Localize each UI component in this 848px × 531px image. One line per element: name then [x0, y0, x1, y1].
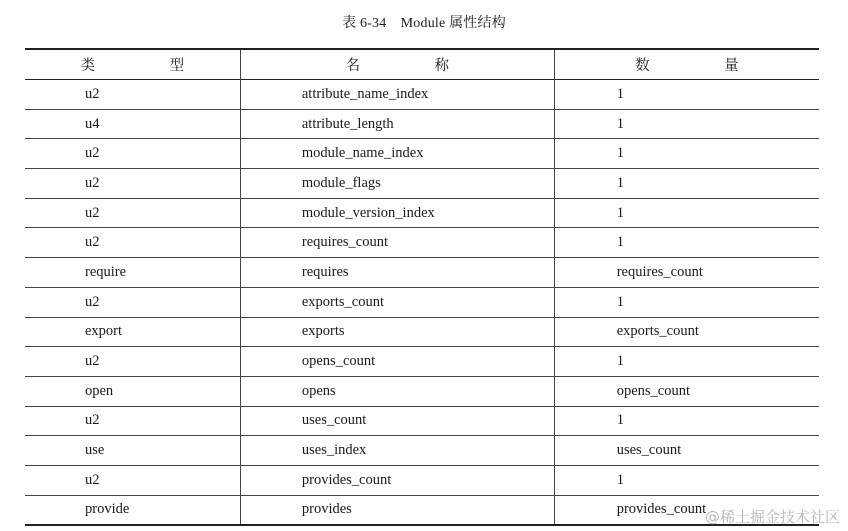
table-row [25, 436, 819, 466]
table-body [25, 80, 819, 526]
header-type: 类 型 [80, 58, 215, 74]
cell-quantity: provides_count [554, 495, 819, 525]
cell-type: u2 [25, 198, 240, 228]
cell-type: u2 [25, 228, 240, 258]
cell-name: uses_index [240, 436, 554, 466]
cell-name: module_flags [240, 169, 554, 199]
cell-name: uses_count [240, 406, 554, 436]
module-attribute-table [25, 48, 819, 526]
cell-name: opens_count [240, 347, 554, 377]
cell-name: provides [240, 495, 554, 525]
table-row [25, 406, 819, 436]
cell-quantity: 1 [554, 169, 819, 199]
cell-quantity: exports_count [554, 317, 819, 347]
cell-type: u2 [25, 347, 240, 377]
cell-type: use [25, 436, 240, 466]
table-row [25, 109, 819, 139]
table-row [25, 258, 819, 288]
cell-quantity: uses_count [554, 436, 819, 466]
cell-quantity: 1 [554, 228, 819, 258]
cell-quantity: 1 [554, 406, 819, 436]
cell-type: u2 [25, 80, 240, 110]
cell-type: u2 [25, 169, 240, 199]
table-row [25, 317, 819, 347]
cell-name: exports_count [240, 287, 554, 317]
header-name: 名 称 [240, 49, 554, 80]
cell-type: u2 [25, 139, 240, 169]
cell-name: provides_count [240, 465, 554, 495]
cell-quantity: 1 [554, 139, 819, 169]
table-row [25, 80, 819, 110]
table-row [25, 169, 819, 199]
table-row [25, 287, 819, 317]
table-caption: 表 6-34 Module 属性结构 [342, 16, 506, 31]
table-row [25, 228, 819, 258]
table-header-row [25, 49, 819, 80]
cell-name: requires_count [240, 228, 554, 258]
cell-name: module_version_index [240, 198, 554, 228]
cell-name: module_name_index [240, 139, 554, 169]
table-row [25, 495, 819, 525]
cell-type: u2 [25, 406, 240, 436]
cell-name: opens [240, 376, 554, 406]
cell-name: attribute_name_index [240, 80, 554, 110]
cell-name: exports [240, 317, 554, 347]
cell-quantity: requires_count [554, 258, 819, 288]
cell-name: attribute_length [240, 109, 554, 139]
cell-quantity: 1 [554, 287, 819, 317]
cell-type: open [25, 376, 240, 406]
table-row [25, 376, 819, 406]
watermark: @稀土掘金技术社区 [704, 508, 840, 526]
cell-type: u2 [25, 287, 240, 317]
cell-quantity: 1 [554, 198, 819, 228]
table-row [25, 347, 819, 377]
cell-type: require [25, 258, 240, 288]
cell-type: provide [25, 495, 240, 525]
cell-quantity: opens_count [554, 376, 819, 406]
cell-quantity: 1 [554, 80, 819, 110]
cell-type: u2 [25, 465, 240, 495]
cell-quantity: 1 [554, 465, 819, 495]
table-row [25, 465, 819, 495]
cell-type: u4 [25, 109, 240, 139]
cell-quantity: 1 [554, 347, 819, 377]
table-row [25, 139, 819, 169]
cell-quantity: 1 [554, 109, 819, 139]
cell-name: requires [240, 258, 554, 288]
header-quantity: 数 量 [554, 49, 819, 80]
cell-type: export [25, 317, 240, 347]
table-row [25, 198, 819, 228]
